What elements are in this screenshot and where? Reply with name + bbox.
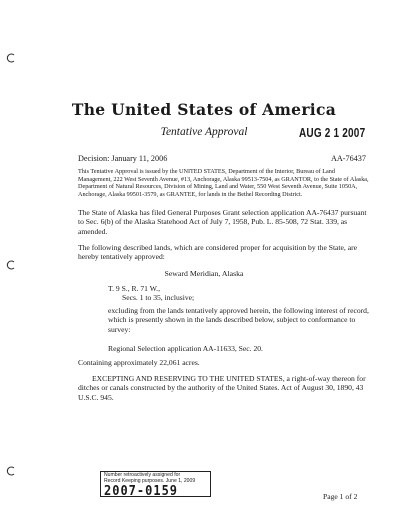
- decision-date: Decision: January 11, 2006: [78, 154, 168, 163]
- case-number: AA-76437: [330, 154, 366, 163]
- record-number-stamp: [100, 471, 211, 497]
- acreage-line: Containing approximately 22,061 acres.: [78, 358, 200, 367]
- sections-line: Secs. 1 to 35, inclusive;: [122, 293, 195, 302]
- filed-paragraph: The State of Alaska has filed General Purposes Grant selection application AA-76437 pursuant to Sec. 6(b) of the Alaska Statehood Act of July 7, 1958, Pub. L. 85-508, 72 Stat. 339, as amended.: [78, 208, 367, 236]
- record-number: 2007-0159: [104, 483, 179, 499]
- meridian-heading: Seward Meridian, Alaska: [164, 269, 244, 278]
- record-stamp-line2: Record Keeping purposes. June 1, 2009: [104, 477, 196, 484]
- record-stamp-line1: Number retroactively assigned for: [104, 472, 181, 478]
- intro-paragraph: This Tentative Approval is issued by the UNITED STATES, Department of the Interior, Bureau of Land Management, 222 West Seventh Avenue, #13, Anchorage, Alaska 99513-7504, as GRANTOR, to the State of Alaska, Department of Natural Resources, Division of Mining, Land and Water, 550 West Seventh Avenue, Suite 1050A, Anchorage, Alaska 99501-3579, as GRANTEE, for lands in the Bethel Recording District.: [78, 168, 369, 198]
- punch-hole-mark: [6, 53, 16, 63]
- page-number: Page 1 of 2: [323, 492, 358, 501]
- date-stamp: AUG 2 1 2007: [299, 127, 366, 141]
- township-line: T. 9 S., R. 71 W.,: [108, 284, 160, 293]
- lands-paragraph: The following described lands, which are considered proper for acquisition by the State, are hereby tentatively approved:: [78, 243, 357, 262]
- excepting-paragraph: EXCEPTING AND RESERVING TO THE UNITED STATES, a right-of-way thereon for ditches or canals constructed by the authority of the United States. Act of August 30, 1890, 43 U.S.C. 945.: [78, 374, 366, 402]
- punch-hole-mark: [6, 466, 16, 476]
- excluding-paragraph: excluding from the lands tentatively approved herein, the following interest of record, which is presently shown in the lands described below, subject to conformance to survey:: [108, 306, 369, 334]
- regional-selection-line: Regional Selection application AA-11633, Sec. 20.: [108, 344, 263, 353]
- document-title: The United States of America: [71, 100, 337, 119]
- document-subtitle: Tentative Approval: [160, 126, 248, 138]
